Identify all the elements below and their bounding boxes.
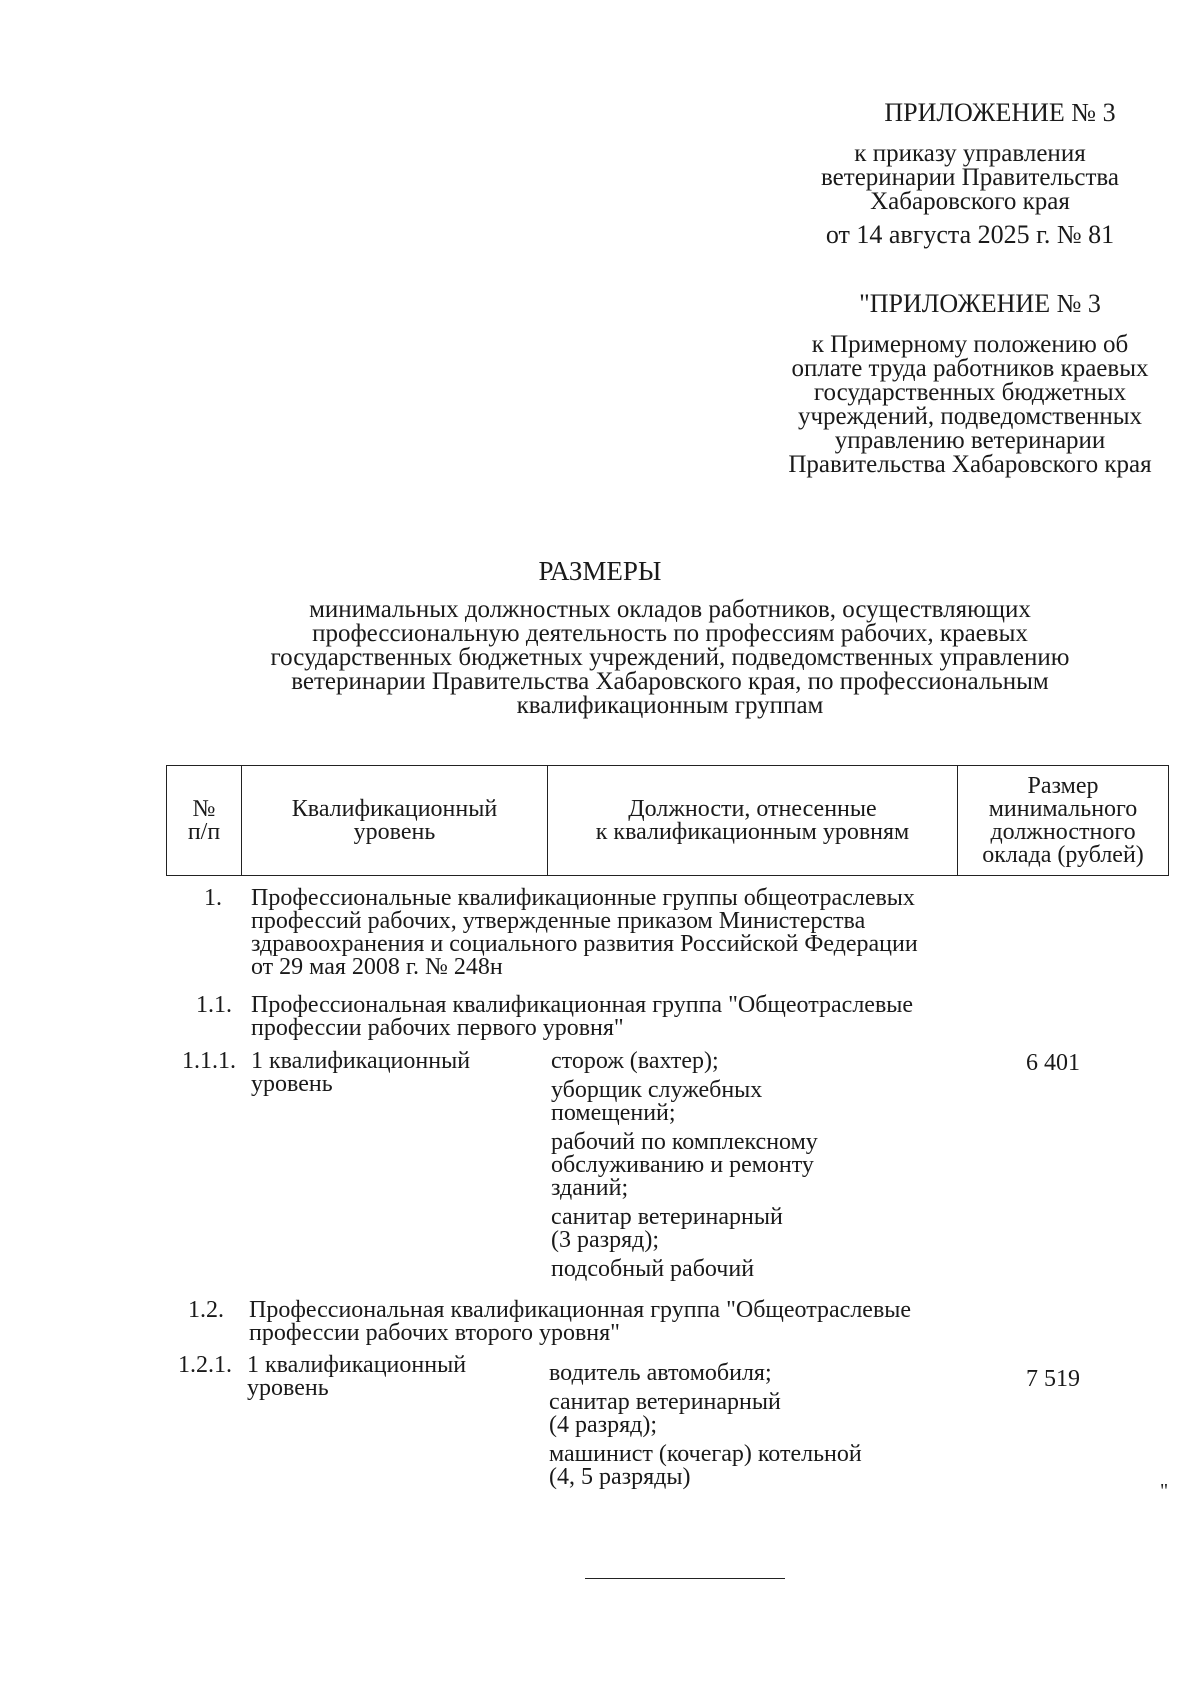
header-cell-number (167, 766, 241, 875)
position-item (549, 1443, 969, 1489)
quoted-reference-line: государственных бюджетных (813, 379, 1127, 406)
group-title-line: Профессиональная квалификационная группа "Общеотраслевые (249, 1297, 912, 1323)
header-text: № (192, 795, 216, 822)
header-cell-level (241, 766, 547, 875)
row-salary: 7 519 (1026, 1366, 1080, 1392)
position-line: санитар ветеринарный (551, 1204, 783, 1230)
header-text: уровень (353, 818, 436, 845)
position-item (551, 1206, 951, 1252)
header-text: должностного (990, 818, 1136, 845)
appendix-reference-line: Хабаровского края (870, 188, 1070, 215)
group-title-line: Профессиональная квалификационная группа "Общеотраслевые (251, 992, 914, 1018)
row-positions (549, 1362, 969, 1495)
group-title (251, 887, 1151, 979)
document-subtitle (170, 598, 1170, 718)
position-line: санитар ветеринарный (549, 1389, 781, 1415)
row-number: 1.2.1. (178, 1352, 232, 1378)
subtitle-line: минимальных должностных окладов работников, осуществляющих (309, 596, 1031, 623)
header-text: Должности, отнесенные (628, 795, 877, 822)
subtitle-line: ветеринарии Правительства Хабаровского края, по профессиональным (291, 668, 1049, 695)
position-item (551, 1079, 951, 1125)
header-cell-positions (547, 766, 957, 875)
table-header (166, 765, 1169, 876)
header-text: Квалификационный (291, 795, 498, 822)
position-line: подсобный рабочий (551, 1256, 755, 1282)
position-line: обслуживанию и ремонту (551, 1152, 814, 1178)
header-text: п/п (187, 818, 221, 845)
group-title-line: Профессиональные квалификационные группы общеотраслевых (251, 885, 915, 911)
appendix-reference-line: к приказу управления (854, 140, 1086, 167)
quoted-reference-line: к Примерному положению об (811, 331, 1129, 358)
position-line: (3 разряд); (551, 1227, 660, 1253)
position-item (551, 1050, 951, 1073)
group-title-line: профессий рабочих, утвержденные приказом Министерства (251, 908, 866, 934)
position-line: машинист (кочегар) котельной (549, 1441, 862, 1467)
position-item (549, 1362, 969, 1385)
group-title-line: от 29 мая 2008 г. № 248н (251, 954, 503, 980)
row-level (247, 1354, 537, 1400)
position-item (551, 1258, 951, 1281)
quoted-reference-line: управлению ветеринарии (834, 427, 1106, 454)
document-title: РАЗМЕРЫ (538, 556, 662, 586)
header-cell-salary (957, 766, 1168, 875)
row-level-line: уровень (247, 1375, 329, 1401)
quoted-reference-line: оплате труда работников краевых (791, 355, 1149, 382)
row-level (251, 1050, 541, 1096)
group-title-line: здравоохранения и социального развития Российской Федерации (251, 931, 918, 957)
group-title-line: профессии рабочих второго уровня" (249, 1320, 620, 1346)
appendix-reference (780, 142, 1160, 214)
position-line: уборщик служебных (551, 1077, 763, 1103)
position-item (549, 1391, 969, 1437)
row-level-line: 1 квалификационный (247, 1352, 467, 1378)
header-text: минимального (988, 795, 1138, 822)
quoted-appendix-reference (740, 333, 1200, 477)
row-level-line: 1 квалификационный (251, 1048, 471, 1074)
group-title (249, 1299, 1149, 1345)
group-number: 1. (204, 885, 222, 911)
row-number: 1.1.1. (182, 1048, 236, 1074)
group-number: 1.2. (188, 1297, 224, 1323)
header-text: оклада (рублей) (982, 841, 1144, 868)
header-text: к квалификационным уровням (595, 818, 910, 845)
position-line: помещений; (551, 1100, 676, 1126)
group-number: 1.1. (196, 992, 232, 1018)
footer-divider (585, 1578, 785, 1579)
quoted-reference-line: учреждений, подведомственных (797, 403, 1143, 430)
position-item (551, 1131, 951, 1200)
appendix-reference-line: ветеринарии Правительства (821, 164, 1119, 191)
quoted-appendix-title: "ПРИЛОЖЕНИЕ № 3 (859, 289, 1101, 318)
position-line: зданий; (551, 1175, 629, 1201)
position-line: (4, 5 разряды) (549, 1464, 691, 1490)
closing-quote: " (1160, 1480, 1169, 1502)
group-title (251, 994, 1151, 1040)
row-salary: 6 401 (1026, 1050, 1080, 1076)
position-line: (4 разряд); (549, 1412, 658, 1438)
group-title-line: профессии рабочих первого уровня" (251, 1015, 624, 1041)
appendix-date: от 14 августа 2025 г. № 81 (825, 220, 1115, 249)
subtitle-line: государственных бюджетных учреждений, подведомственных управлению (270, 644, 1070, 671)
quoted-reference-line: Правительства Хабаровского края (788, 451, 1152, 478)
subtitle-line: квалификационным группам (516, 692, 824, 719)
row-level-line: уровень (251, 1071, 333, 1097)
appendix-title: ПРИЛОЖЕНИЕ № 3 (884, 98, 1116, 127)
position-line: сторож (вахтер); (551, 1048, 719, 1074)
subtitle-line: профессиональную деятельность по профессиям рабочих, краевых (312, 620, 1028, 647)
header-text: Размер (1027, 772, 1099, 799)
position-line: водитель автомобиля; (549, 1360, 772, 1386)
row-positions (551, 1050, 951, 1287)
position-line: рабочий по комплексному (551, 1129, 818, 1155)
